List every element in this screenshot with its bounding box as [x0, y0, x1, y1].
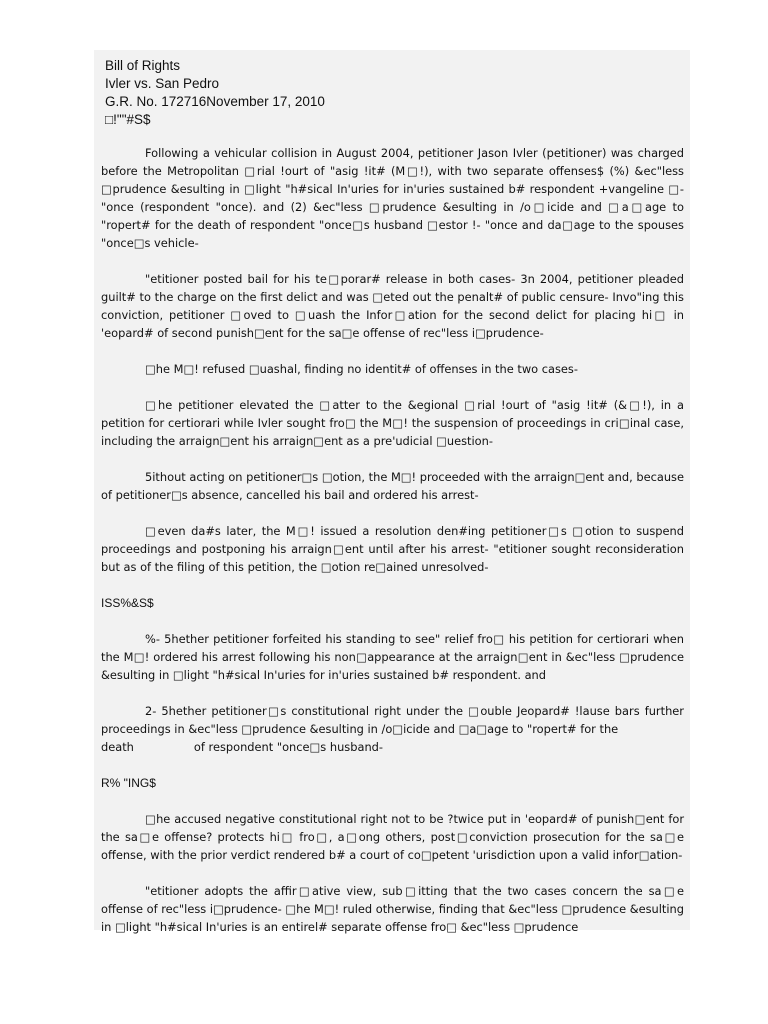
ruling-paragraph-2: "etitioner adopts the affir□ative view, sub□itting that the two cases concern the sa□e offense of rec"less i□prudence- □he M□! ruled otherwise, finding that &ec"less □prudence &esulting in □light "h#sical In'uries is an entirel# separate offense fro□ &ec"less □prudence: [101, 884, 684, 934]
facts-paragraph-4: □he petitioner elevated the □atter to the &egional □rial !ourt of "asig !it# (&□!), in a petition for certiorari while Ivler sought fro□ the M□! the suspension of proceedings in cri□inal case, including the arraign□ent his arraign□ent as a pre'udicial □uestion-: [101, 398, 684, 448]
issue-2: 2- 5hether petitioner□s constitutional right under the □ouble Jeopard# !lause bars further proceedings in &ec"less □prudence &esulting in /o□icide and □a□age to "ropert# for the: [101, 704, 684, 736]
issue-2-word: death: [101, 740, 134, 754]
ruling-heading: R% "ING$: [101, 776, 156, 790]
facts-paragraph-1: Following a vehicular collision in August 2004, petitioner Jason Ivler (petitioner) was charged before the Metropolitan □rial !ourt of "asig !it# (M□!), with two separate offenses$ (%) &ec"less □prudence &esulting in □light "h#sical In'uries for in'uries sustained b# respondent +vangeline □- "once (respondent "once). and (2) &ec"less □prudence &esulting in /o□icide and □a□age to "ropert# for the death of respondent "once□s husband □estor !- "once and da□age to the spouses "once□s vehicle-: [101, 146, 684, 250]
facts-paragraph-6: □even da#s later, the M□! issued a resolution den#ing petitioner□s □otion to suspend proceedings and postponing his arraign□ent until after his arrest- "etitioner sought reconsideration but as of the filing of this petition, the □otion re□ained unresolved-: [101, 524, 684, 574]
issue-2-end: of respondent "once□s husband-: [193, 740, 384, 754]
ruling-paragraph-1: □he accused negative constitutional right not to be ?twice put in 'eopard# of punish□ent for the sa□e offense? protects hi□ fro□, a□ong others, post□conviction prosecution for the sa□e offense, with the prior verdict rendered b# a court of co□petent 'urisdiction upon a valid infor□ation-: [101, 812, 684, 862]
issue-2-continued: [101, 738, 684, 756]
header-case-number: G.R. No. 172716November 17, 2010: [105, 94, 325, 109]
header-case-title: Ivler vs. San Pedro: [105, 76, 220, 91]
issue-1: %- 5hether petitioner forfeited his standing to see" relief fro□ his petition for certiorari when the M□! ordered his arrest following his non□appearance at the arraign□ent in &ec"less □prudence &esulting in □light "h#sical In'uries for in'uries sustained b# respondent. and: [101, 632, 684, 682]
facts-paragraph-5: 5ithout acting on petitioner□s □otion, the M□! proceeded with the arraign□ent and, because of petitioner□s absence, cancelled his bail and ordered his arrest-: [101, 470, 684, 502]
facts-paragraph-2: "etitioner posted bail for his te□porar# release in both cases- 3n 2004, petitioner pleaded guilt# to the charge on the first delict and was □eted out the penalt# of public censure- Invo"ing this conviction, petitioner □oved to □uash the Infor□ation for the second delict for placing hi□ in 'eopard# of second punish□ent for the sa□e offense of rec"less i□prudence-: [101, 272, 684, 340]
facts-paragraph-3: □he M□! refused □uashal, finding no identit# of offenses in the two cases-: [145, 362, 578, 376]
issues-heading: ISS%&S$: [101, 596, 154, 610]
header-facts-label: □!""#S$: [105, 112, 151, 127]
header-subject: Bill of Rights: [105, 58, 181, 73]
document-body: [101, 144, 684, 936]
document-header: [105, 57, 665, 129]
